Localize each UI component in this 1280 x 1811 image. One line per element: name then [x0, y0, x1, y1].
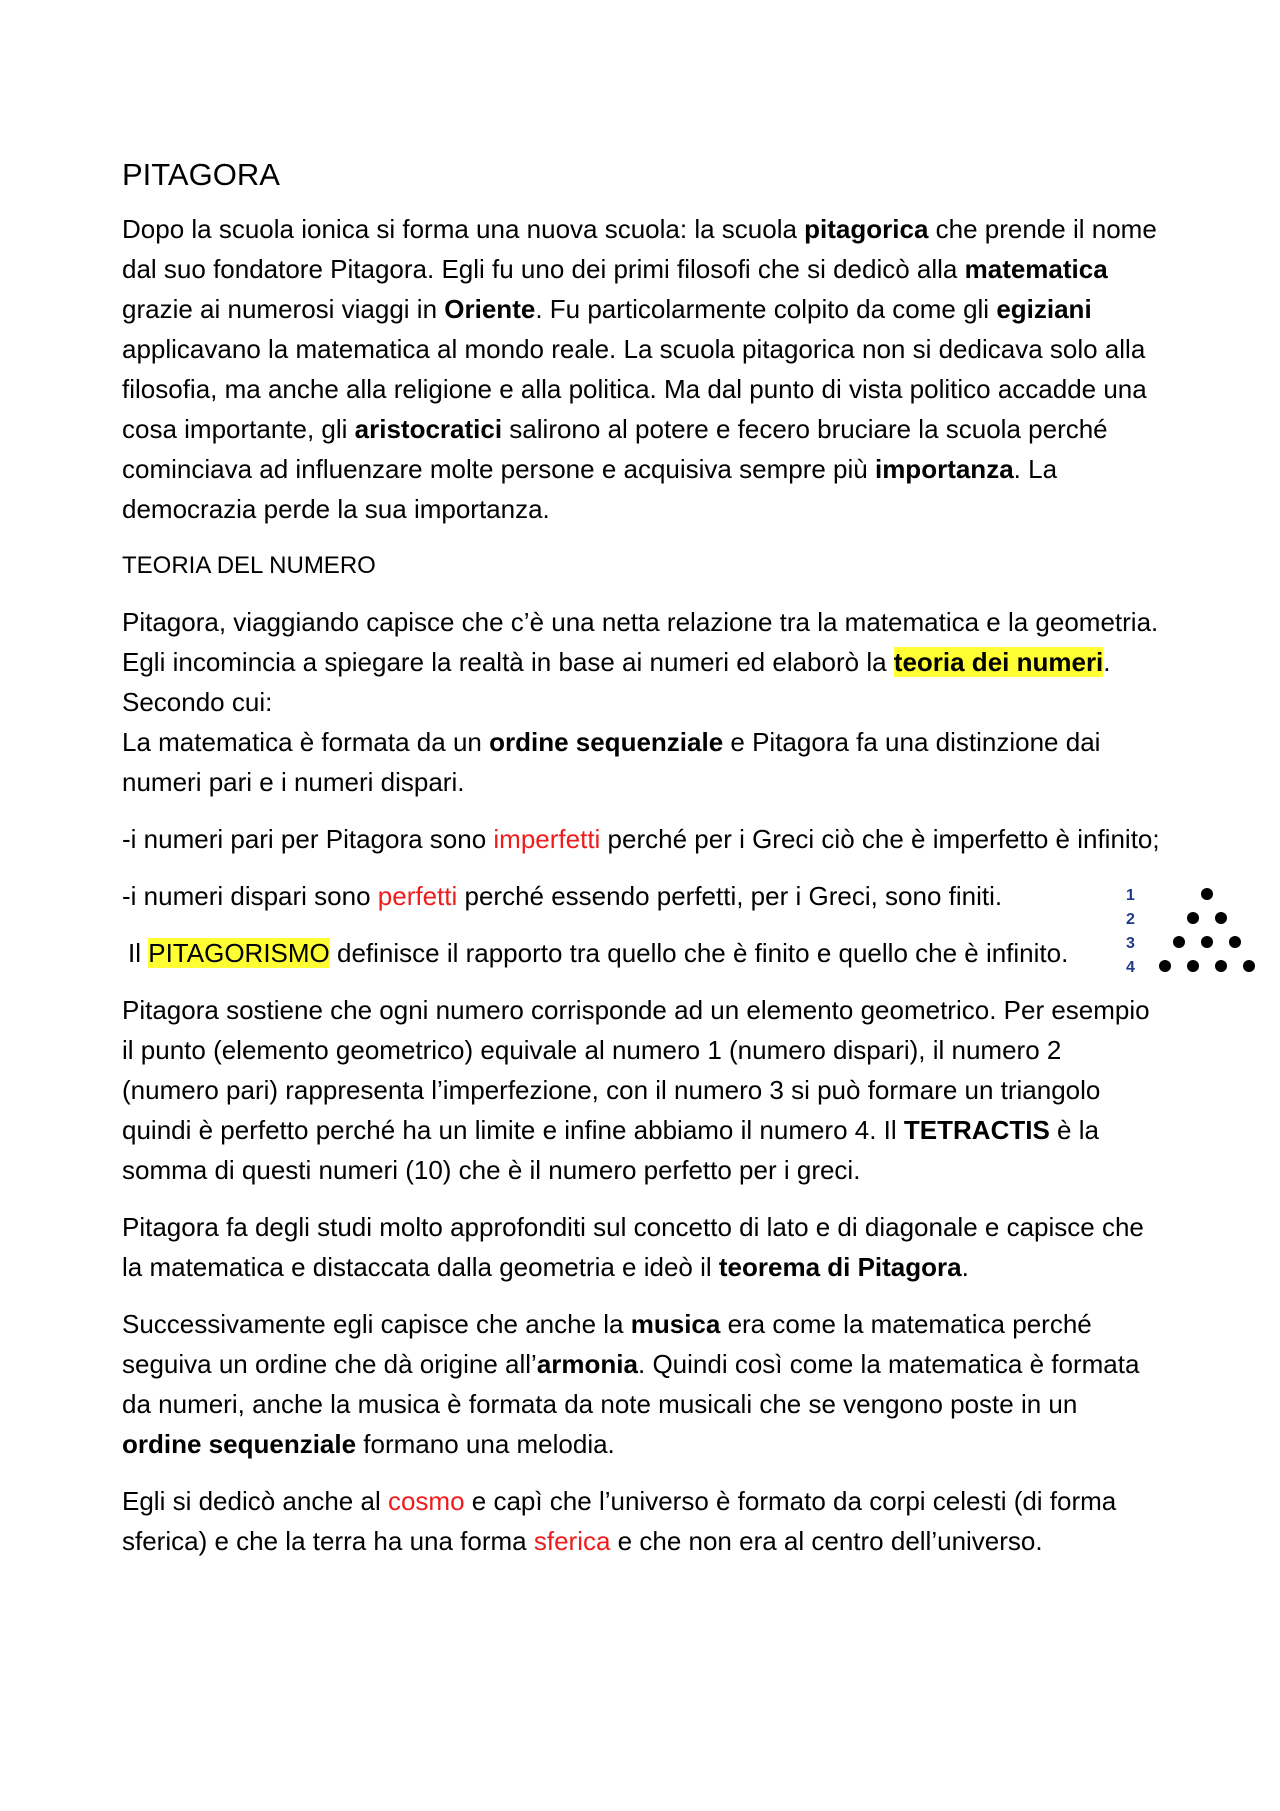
tetractys-dot — [1201, 888, 1213, 900]
emphasis-text: cosmo — [387, 1486, 465, 1516]
emphasis-text: aristocratici — [354, 414, 503, 444]
paragraph-teorema — [122, 1207, 1162, 1287]
emphasis-text: imperfetti — [493, 824, 601, 854]
paragraph-pitagorismo — [122, 933, 1162, 973]
text-run: . Fu particolarmente colpito da come gli — [535, 294, 997, 324]
text-run: Pitagora sostiene che ogni numero corrisponde ad un elemento geometrico. Per esempio il punto (elemento geometrico) equivale al numero 1 (numero dispari), il numero 2 (numero pari) rappresenta l’imperfezione, con il numero 3 si può formare un triangolo quindi è perfetto perché ha un limite e infine abbiamo il numero 4. Il — [122, 995, 1150, 1145]
paragraph-cosmo — [122, 1481, 1162, 1561]
paragraph-dispari — [122, 876, 1162, 916]
emphasis-text: importanza — [874, 454, 1014, 484]
tetractys-row-label: 4 — [1126, 959, 1135, 976]
text-run: Successivamente egli capisce che anche la — [122, 1309, 631, 1339]
text-run: Il — [128, 938, 149, 968]
tetractys-row-label: 2 — [1126, 911, 1135, 928]
document-page — [122, 155, 1162, 1578]
text-run: Pitagora, viaggiando capisce che c’è una netta relazione tra la matematica e la geometria. Egli incomincia a spiegare la realtà in base ai numeri ed elaborò la — [122, 607, 1159, 677]
text-run: formano una melodia. — [356, 1429, 615, 1459]
tetractys-dot — [1159, 960, 1171, 972]
tetractys-dot — [1187, 960, 1199, 972]
emphasis-text: perfetti — [377, 881, 458, 911]
tetractys-dot — [1215, 912, 1227, 924]
paragraph-musica — [122, 1304, 1162, 1464]
tetractys-dot — [1187, 912, 1199, 924]
paragraph-intro — [122, 209, 1162, 529]
emphasis-text: musica — [630, 1309, 721, 1339]
text-run: e Pitagora fa una distinzione dai numeri pari e i numeri dispari. — [122, 727, 1101, 797]
emphasis-text: ordine sequenziale — [489, 727, 724, 757]
emphasis-text: matematica — [964, 254, 1108, 284]
tetractys-diagram — [1122, 882, 1272, 992]
text-run: Dopo la scuola ionica si forma una nuova scuola: la scuola — [122, 214, 805, 244]
text-run: perché essendo perfetti, per i Greci, sono finiti. — [457, 881, 1003, 911]
text-run: Pitagora fa degli studi molto approfonditi sul concetto di lato e di diagonale e capisce che la matematica e distaccata dalla geometria e ideò il — [122, 1212, 1144, 1282]
page-title: PITAGORA — [122, 157, 280, 192]
text-run: è la somma di questi numeri (10) che è il numero perfetto per i greci. — [122, 1115, 1099, 1185]
text-run: La matematica è formata da un — [122, 727, 490, 757]
text-run: Egli si dedicò anche al — [122, 1486, 388, 1516]
text-run: . Secondo cui: — [122, 647, 1111, 717]
emphasis-text: ordine sequenziale — [122, 1429, 357, 1459]
emphasis-text: teorema di Pitagora — [718, 1252, 962, 1282]
text-run: salirono al potere e fecero bruciare la scuola perché cominciava ad influenzare molte persone e acquisiva sempre più — [122, 414, 1108, 484]
text-run: -i numeri dispari sono — [122, 881, 378, 911]
paragraph-pari — [122, 819, 1162, 859]
emphasis-text: sferica — [533, 1526, 611, 1556]
section-heading: TEORIA DEL NUMERO — [122, 552, 376, 579]
text-run: -i numeri pari per Pitagora sono — [122, 824, 494, 854]
text-run: e capì che l’universo è formato da corpi celesti (di forma sferica) e che la terra ha una forma — [122, 1486, 1117, 1556]
tetractys-dot — [1215, 960, 1227, 972]
emphasis-text: Oriente — [444, 294, 536, 324]
tetractys-dot — [1229, 936, 1241, 948]
emphasis-text: PITAGORISMO — [148, 938, 330, 968]
text-run: era come la matematica perché seguiva un ordine che dà origine all’ — [122, 1309, 1092, 1379]
emphasis-text: armonia — [536, 1349, 638, 1379]
text-run: che prende il nome dal suo fondatore Pitagora. Egli fu uno dei primi filosofi che si dedicò alla — [122, 214, 1157, 284]
tetractys-row-label: 1 — [1126, 887, 1135, 904]
paragraph-teoria — [122, 602, 1162, 802]
tetractys-row-label: 3 — [1126, 935, 1135, 952]
emphasis-text: teoria dei numeri — [893, 647, 1104, 677]
emphasis-text: TETRACTIS — [903, 1115, 1050, 1145]
text-run: . — [961, 1252, 969, 1282]
paragraph-elementi — [122, 990, 1162, 1190]
tetractys-dot — [1173, 936, 1185, 948]
text-run: perché per i Greci ciò che è imperfetto è infinito; — [600, 824, 1160, 854]
tetractys-dot — [1201, 936, 1213, 948]
text-run: definisce il rapporto tra quello che è finito e quello che è infinito. — [329, 938, 1069, 968]
emphasis-text: egiziani — [996, 294, 1092, 324]
text-run: e che non era al centro dell’universo. — [610, 1526, 1043, 1556]
text-run: grazie ai numerosi viaggi in — [122, 294, 445, 324]
text-run: applicavano la matematica al mondo reale. La scuola pitagorica non si dedicava solo alla filosofia, ma anche alla religione e alla politica. Ma dal punto di vista politico accadde una cosa importante, gli — [122, 334, 1147, 444]
text-run: . La democrazia perde la sua importanza. — [122, 454, 1058, 524]
tetractys-dot — [1243, 960, 1255, 972]
emphasis-text: pitagorica — [804, 214, 929, 244]
text-run: . Quindi così come la matematica è formata da numeri, anche la musica è formata da note musicali che se vengono poste in un — [122, 1349, 1140, 1419]
